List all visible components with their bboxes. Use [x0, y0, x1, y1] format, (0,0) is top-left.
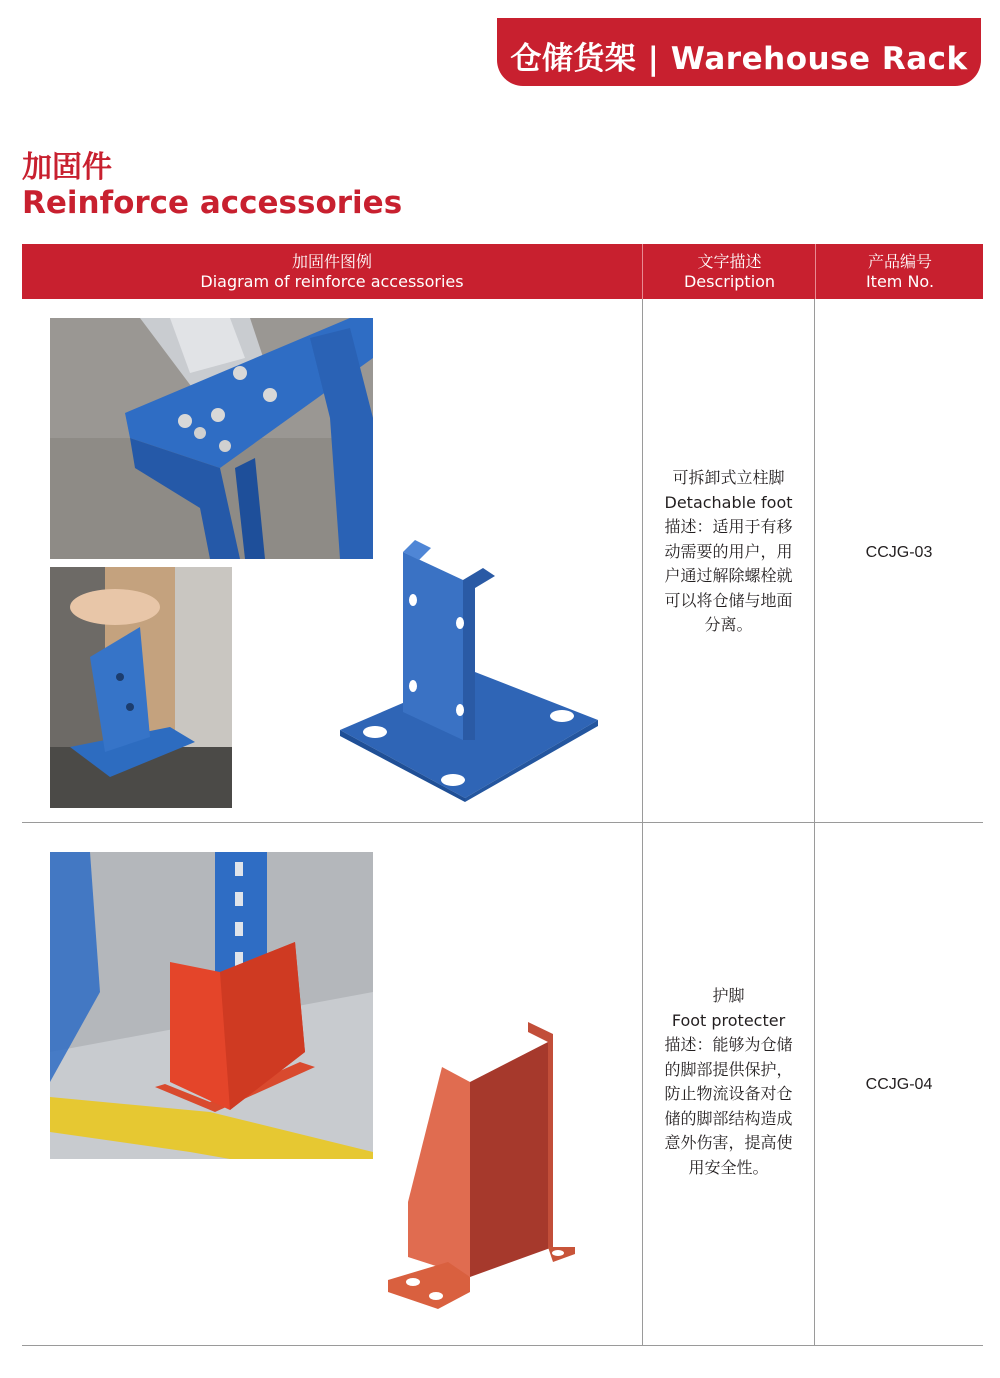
column-header-diagram [22, 244, 642, 299]
column-header-cn: 加固件图例 [291, 251, 372, 271]
row-2-desc-line: 储的脚部结构造成 [664, 1108, 793, 1128]
row-2-description [642, 984, 815, 1180]
column-header-cn: 文字描述 [697, 251, 762, 271]
row-1-desc-line: 户通过解除螺栓就 [664, 566, 793, 585]
detachable-foot-diagram [335, 540, 601, 802]
column-header-en: Item No. [865, 271, 935, 291]
column-header-item-no [815, 244, 984, 299]
column-header-cn: 产品编号 [867, 251, 932, 271]
section-title-en: Reinforce accessories [22, 185, 403, 221]
foot-protector-installed-photo [50, 852, 373, 1159]
column-header-en: Description [683, 271, 776, 291]
row-1-desc-line: 可以将仓储与地面 [664, 590, 793, 610]
row-1-item-no: CCJG-03 [865, 544, 933, 561]
row-1-desc-line: 描述：适用于有移 [664, 517, 793, 536]
header-title-banner [497, 24, 981, 86]
row-2-name-cn: 护脚 [712, 986, 745, 1005]
section-title-cn: 加固件 [22, 150, 112, 185]
row-1-desc-line: 分离。 [704, 615, 753, 634]
row-2-name-en: Foot protecter [671, 1010, 786, 1030]
rack-foot-hand-photo [50, 567, 232, 808]
row-1-desc-line: 动需要的用户，用 [664, 541, 793, 561]
column-header-description [642, 244, 816, 299]
row-2-desc-line: 防止物流设备对仓 [664, 1084, 793, 1103]
row-2-item-no: CCJG-04 [865, 1076, 933, 1093]
row-divider [22, 1345, 983, 1346]
column-header-en: Diagram of reinforce accessories [200, 271, 464, 291]
row-2-desc-line: 意外伤害，提高使 [664, 1133, 793, 1152]
row-1-name-cn: 可拆卸式立柱脚 [672, 468, 785, 487]
header-title: 仓储货架 | Warehouse Rack [510, 40, 968, 77]
row-1-description [642, 466, 815, 638]
rack-foot-installed-photo [50, 318, 373, 559]
row-2-desc-line: 的脚部提供保护， [664, 1059, 793, 1079]
table-header [22, 244, 983, 299]
row-2-desc-line: 描述：能够为仓储 [664, 1035, 793, 1054]
row-2-desc-line: 用安全性。 [688, 1157, 769, 1177]
row-1-name-en: Detachable foot [664, 492, 793, 512]
foot-protector-diagram [388, 1022, 575, 1309]
row-divider [22, 822, 983, 823]
